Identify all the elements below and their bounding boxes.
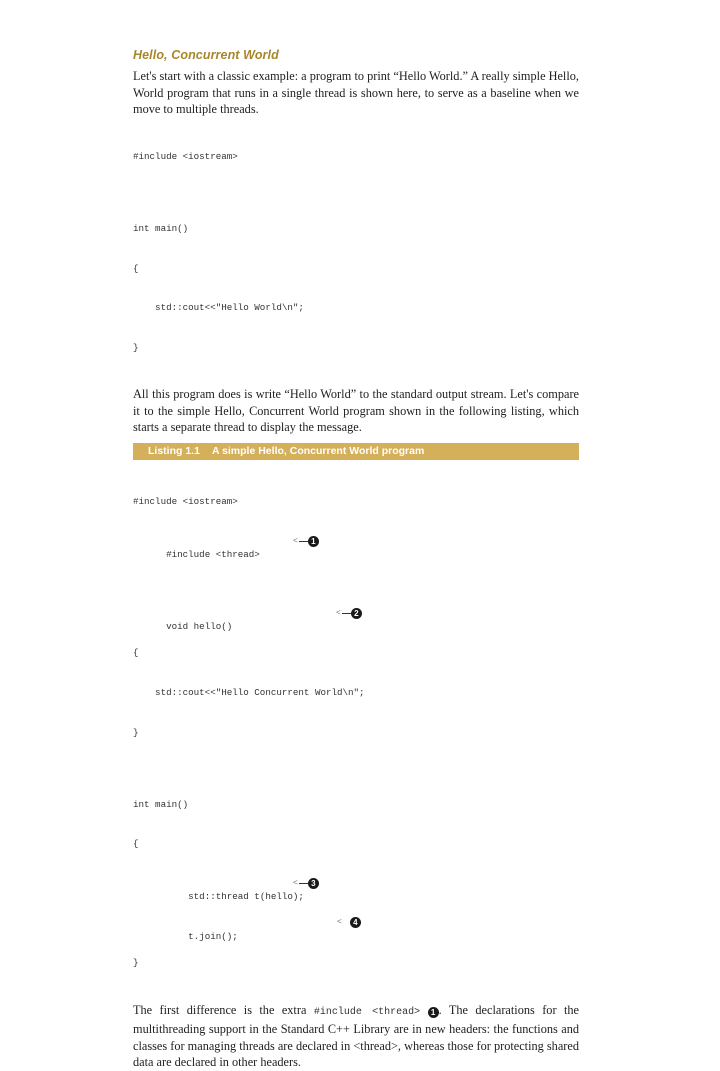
- code-text: t.join();: [166, 930, 238, 942]
- callout-bullet-inline: 1: [428, 1007, 439, 1018]
- code-line: std::cout<<"Hello Concurrent World\n";: [133, 686, 365, 698]
- callout-bullet: 3: [308, 878, 319, 889]
- code-line: {: [133, 647, 139, 659]
- comparison-paragraph: All this program does is write “Hello World” to the standard output stream. Let's compare it to the simple Hello, Concurrent World program shown in the following listing, which starts a separate thread to display the message.: [133, 387, 579, 435]
- code-line: [133, 535, 579, 560]
- arrow-left-icon: <: [293, 878, 298, 888]
- code-line: }: [133, 726, 139, 738]
- section-title: Hello, Concurrent World: [133, 48, 279, 62]
- explanation-paragraph: [133, 1002, 579, 1071]
- code-text: void hello(): [166, 620, 233, 632]
- listing-header: [133, 443, 579, 460]
- arrow-left-icon: <: [337, 918, 342, 928]
- inline-code: #include <thread>: [313, 1006, 421, 1018]
- code-block-simple: [133, 124, 579, 381]
- callout-bullet: 4: [350, 917, 361, 928]
- code-line: {: [133, 838, 139, 850]
- callout-line: [299, 883, 308, 884]
- code-line: [133, 607, 579, 632]
- listing-caption: A simple Hello, Concurrent World program: [211, 445, 425, 458]
- code-line: int main(): [133, 798, 189, 810]
- code-line-blank: [133, 190, 579, 196]
- code-text: std::thread t(hello);: [166, 890, 304, 902]
- arrow-left-icon: <: [293, 536, 298, 546]
- callout-bullet: 2: [351, 608, 362, 619]
- code-line: }: [133, 341, 139, 353]
- paragraph-text: . The declarations for the multithreading support in the Standard C++ Library are in new headers: the functions and classes for managing threads are declared in <thread>, whereas those for protecting shared data are declared in other headers.: [133, 1002, 579, 1070]
- paragraph-text: The first difference is the extra: [133, 1002, 314, 1017]
- callout-2: [336, 607, 362, 620]
- code-line: #include <iostream>: [133, 150, 238, 162]
- code-line: {: [133, 262, 139, 274]
- callout-3: [293, 877, 319, 890]
- code-line: int main(): [133, 222, 189, 234]
- callout-4: [337, 916, 361, 929]
- callout-bullet: 1: [308, 536, 319, 547]
- callout-line: [342, 613, 351, 614]
- code-text: #include <thread>: [166, 548, 260, 560]
- document-page: [133, 48, 579, 1071]
- code-line: }: [133, 956, 139, 968]
- code-block-listing: [133, 469, 579, 996]
- arrow-left-icon: <: [336, 608, 341, 618]
- callout-line: [299, 541, 308, 542]
- callout-1: [293, 535, 319, 548]
- code-line: std::cout<<"Hello World\n";: [133, 302, 304, 314]
- code-line: [133, 877, 579, 902]
- code-line-blank: [133, 765, 579, 771]
- intro-paragraph: Let's start with a classic example: a program to print “Hello World.” A really simple Hello, World program that runs in a single thread is shown here, to serve as a baseline when we move to multiple threads.: [133, 69, 579, 116]
- code-line: [133, 916, 579, 942]
- code-line-blank: [133, 574, 579, 580]
- code-line: #include <iostream>: [133, 496, 238, 508]
- listing-number: Listing 1.1: [148, 445, 200, 458]
